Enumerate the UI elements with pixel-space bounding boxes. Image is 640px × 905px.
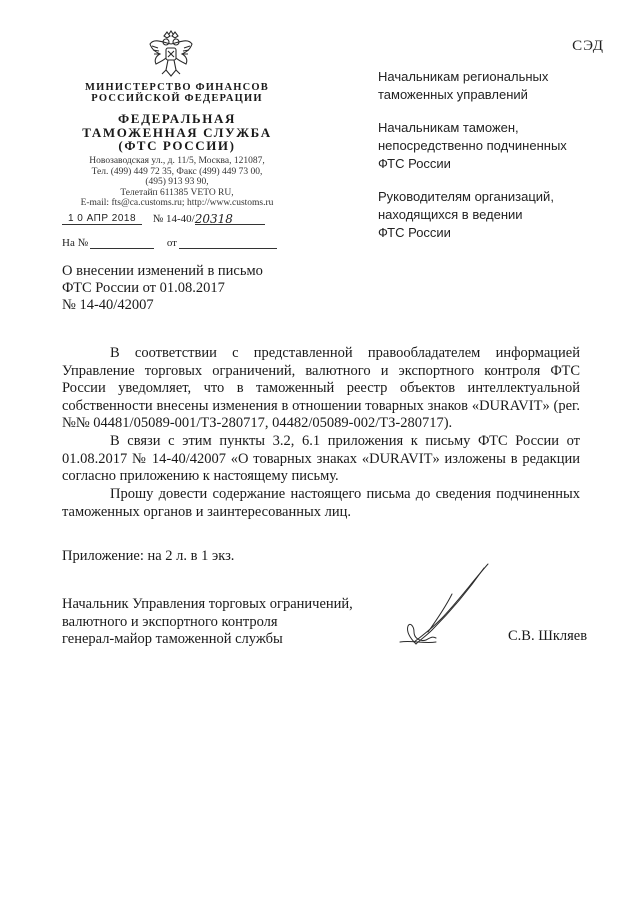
registration-date-field: [62, 212, 142, 225]
registration-line: [62, 212, 265, 225]
registration-date: 1 0 АПР 2018: [67, 213, 137, 224]
ministry-line1: МИНИСТЕРСТВО ФИНАНСОВ: [85, 82, 269, 93]
registration-number-field: [195, 212, 265, 225]
addressee-line: ФТС России: [378, 156, 451, 171]
signer-title-line1: Начальник Управления торговых ограничений,: [62, 596, 353, 612]
subject-line1: О внесении изменений в письмо: [62, 263, 263, 279]
contact-telex: Телетайп 611385 VETO RU,: [120, 187, 234, 198]
contact-phone2: (495) 913 93 90,: [145, 177, 209, 187]
reference-line: [62, 236, 277, 249]
addressee-line: находящихся в ведении: [378, 207, 523, 222]
addressee-line: Начальникам региональных: [378, 69, 549, 84]
signer-title-line2: валютного и экспортного контроля: [62, 613, 278, 630]
signer-title: [62, 596, 353, 649]
letter-subject: [62, 263, 263, 314]
subject-line3: № 14-40/42007: [62, 297, 154, 313]
body-paragraph-2: В связи с этим пункты 3.2, 6.1 приложения к письму ФТС России от 01.08.2017 № 14-40/42007 «О товарных знаках «DURAVIT» изложены в редакции согласно приложению к настоящему письму.: [62, 433, 580, 484]
sed-mark: СЭД: [572, 38, 604, 54]
addressee-customs: [378, 119, 608, 173]
contact-email: E-mail: fts@ca.customs.ru; http://www.customs.ru: [80, 198, 274, 208]
coat-of-arms-emblem-icon: [148, 30, 194, 78]
reference-date-label: от: [166, 237, 177, 249]
ministry-name: [62, 82, 292, 104]
addressees: [378, 68, 608, 257]
subject-line2: ФТС России от 01.08.2017: [62, 280, 225, 296]
contact-phone: Тел. (499) 449 72 35, Факс (499) 449 73 00,: [91, 166, 263, 177]
addressee-line: Руководителям организаций,: [378, 189, 554, 204]
body-paragraph-3: Прошу довести содержание настоящего письма до сведения подчиненных таможенных органов и заинтересованных лиц.: [62, 486, 580, 520]
signer-name: С.В. Шкляев: [508, 628, 588, 644]
handwritten-signature: [392, 560, 492, 650]
addressee-regional: [378, 68, 608, 104]
reference-date-blank: [179, 236, 277, 249]
registration-number-prefix: № 14-40/: [152, 213, 195, 225]
signer-title-line3: генерал-майор таможенной службы: [62, 631, 283, 647]
registration-number-handwritten: 20318: [194, 212, 233, 226]
addressee-line: Начальникам таможен,: [378, 120, 519, 135]
service-name: [62, 112, 292, 153]
body-paragraph-1: В соответствии с представленной правообладателем информацией Управление торговых ограничений, валютного и экспортного контроля ФТС России уведомляет, что в таможенный реестр объектов интеллектуальной собственности внесены изменения в отношении товарных знаков «DURAVIT» (рег. №№ 04481/05089-001/ТЗ-280717, 04482/05089-002/ТЗ-280717).: [62, 345, 580, 431]
service-line2: ТАМОЖЕННАЯ СЛУЖБА: [82, 124, 272, 140]
addressee-line: непосредственно подчиненных: [378, 138, 567, 153]
contact-info: [62, 156, 292, 209]
addressee-line: таможенных управлений: [378, 87, 528, 102]
service-line1: ФЕДЕРАЛЬНАЯ: [118, 111, 236, 126]
reference-number-label: На №: [62, 237, 89, 249]
ministry-line2: РОССИЙСКОЙ ФЕДЕРАЦИИ: [91, 93, 263, 104]
addressee-organizations: [378, 188, 608, 242]
addressee-line: ФТС России: [378, 225, 451, 240]
service-line3: (ФТС РОССИИ): [118, 138, 236, 153]
attachment-note: Приложение: на 2 л. в 1 экз.: [62, 548, 235, 564]
contact-address: Новозаводская ул., д. 11/5, Москва, 121087,: [89, 156, 265, 166]
reference-number-blank: [90, 236, 154, 249]
